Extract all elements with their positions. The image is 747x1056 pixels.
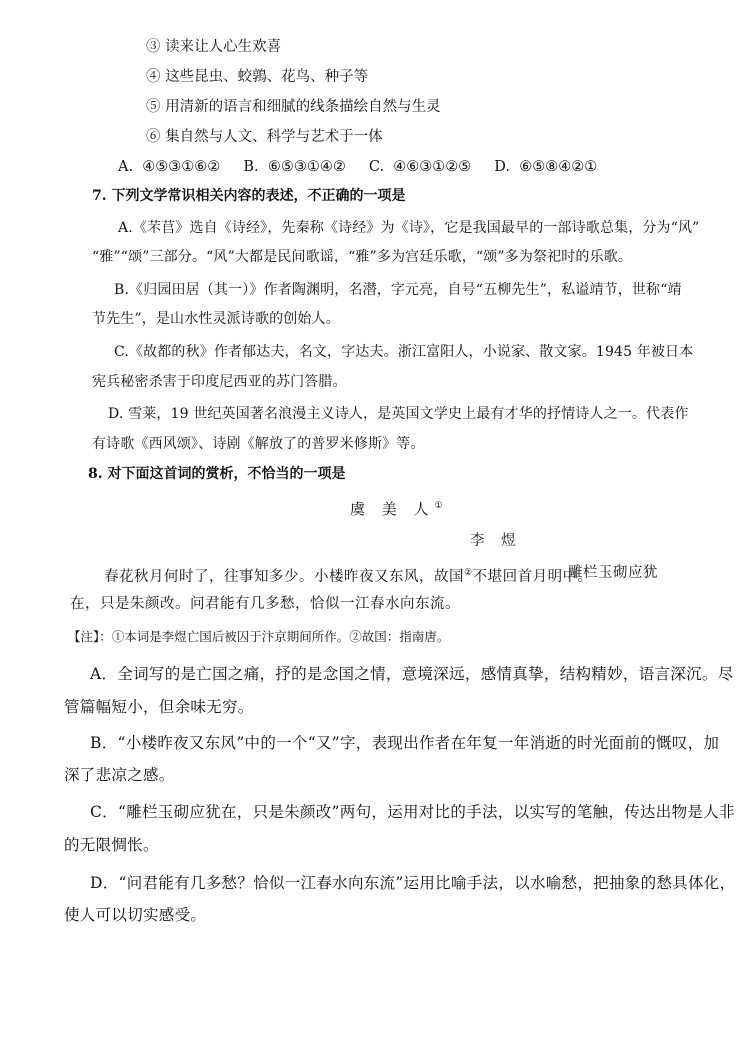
q8-option-d-line2: 使人可以切实感受。 [64,906,207,924]
q8-option-a-line2: 管篇幅短小，但余味无穷。 [64,698,254,716]
poem-author: 李 煜 [470,533,522,549]
poem-line-1 [104,563,593,587]
poem-title [350,496,443,519]
q7-option-c-line2: 宪兵秘密杀害于印度尼西亚的苏门答腊。 [92,374,347,390]
q8-option-a-line1: A．全词写的是亡国之痛，抒的是念国之情，意境深远，感情真挚，结构精妙，语言深沉。尽 [90,665,734,683]
poem-line-1-end: 雕栏玉砌应犹 [568,565,658,581]
q8-stem: 8. 对下面这首词的赏析，不恰当的一项是 [88,466,346,482]
q7-option-a-line2: “雅”“颂”三部分。“风”大都是民间歌谣，“雅”多为宫廷乐歌，“颂”多为祭祀时的乐歌。 [92,249,633,265]
q8-option-b-line1: B．“小楼昨夜又东风”中的一个“又”字，表现出作者在年复一年消逝的时光面前的慨叹，加 [90,734,720,752]
q8-option-d-line1: D．“问君能有几多愁？恰似一江春水向东流”运用比喻手法，以水喻愁，把抽象的愁具体化， [90,874,736,892]
q8-option-b-line2: 深了悲凉之感。 [64,766,175,784]
poem-title-footnote-mark: ① [434,501,443,511]
q7-option-d-line1: D. 雪莱，19 世纪英国著名浪漫主义诗人，是英国文学史上最有才华的抒情诗人之一。代表作 [108,406,689,422]
q6-answer-choices: A. ④⑤③①⑥② B. ⑥⑤③①④② C. ④⑥③①②⑤ D. ⑥⑤⑧④②① [118,159,598,175]
q7-stem: 7. 下列文学常识相关内容的表述，不正确的一项是 [92,188,406,204]
poem-note: 【注】：①本词是李煜亡国后被囚于汴京期间所作。②故国：指南唐。 [68,629,450,644]
option-4: ④ 这些昆虫、蛟鶉、花鸟、种子等 [146,69,369,85]
poem-footnote-mark: ② [464,568,473,578]
poem-line-1-part-b: 不堪回首月明中。 [472,568,593,585]
option-6: ⑥ 集自然与人文、科学与艺术于一体 [146,129,383,145]
option-3: ③ 读来让人心生欢喜 [146,39,282,55]
option-5: ⑤ 用清新的语言和细腻的线条描绘自然与生灵 [146,99,441,115]
q7-option-a-line1: A.《芣苢》选自《诗经》，先秦称《诗经》为《诗》，它是我国最早的一部诗歌总集，分为“风” [118,220,700,236]
q7-option-b-line2: 节先生”，是山水性灵派诗歌的创始人。 [92,311,340,327]
poem-line-1-part-a: 春花秋月何时了，往事知多少。小楼昨夜又东风，故国 [104,568,464,585]
q7-option-b-line1: B.《归园田居（其一）》作者陶渊明，名潜，字元亮，自号“五柳先生”，私谥靖节，世称“靖 [114,282,682,298]
q8-option-c-line1: C．“雕栏玉砌应犹在，只是朱颜改”两句，运用对比的手法，以实写的笔触，传达出物是人非 [90,803,735,821]
q7-option-c-line1: C.《故都的秋》作者郁达夫，名文，字达夫。浙江富阳人，小说家、散文家。1945 年被日本 [114,344,694,360]
poem-title-text: 虞 美 人 [350,500,435,518]
q7-option-d-line2: 有诗歌《西风颂》、诗剧《解放了的普罗米修斯》等。 [92,436,425,452]
poem-line-2: 在，只是朱颜改。问君能有几多愁，恰似一江春水向东流。 [70,596,460,612]
q8-option-c-line2: 的无限惆怅。 [64,836,159,854]
